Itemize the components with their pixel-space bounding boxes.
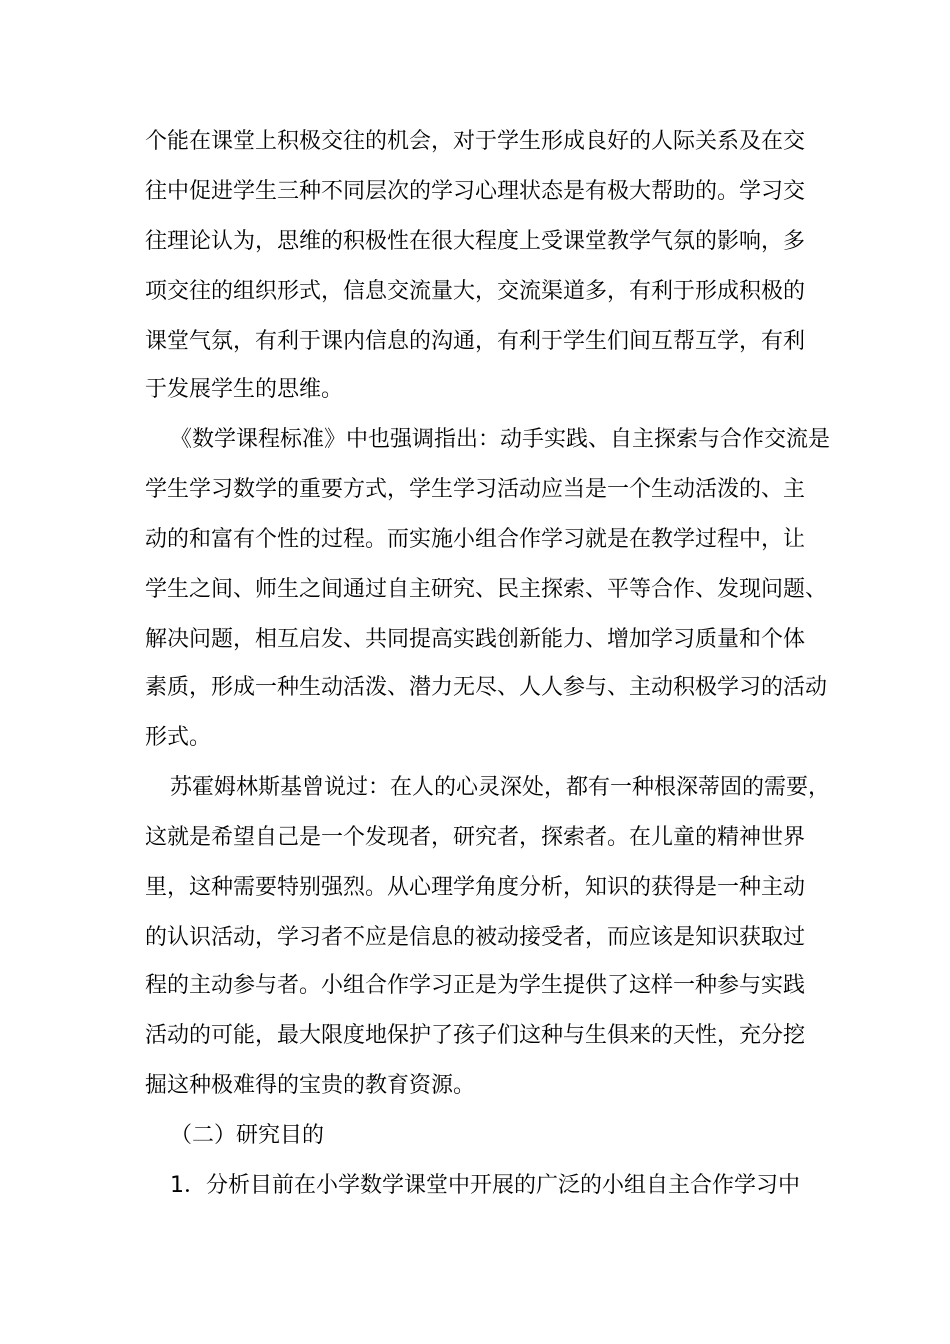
paragraph-1-line-1: 个能在课堂上积极交往的机会，对于学生形成良好的人际关系及在交 — [145, 129, 806, 154]
paragraph-3-line-7: 掘这种极难得的宝贵的教育资源。 — [145, 1073, 476, 1098]
list-item-1: 1．分析目前在小学数学课堂中开展的广泛的小组自主合作学习中 — [170, 1173, 800, 1198]
section-heading: （二）研究目的 — [170, 1123, 325, 1148]
paragraph-2-line-5: 解决问题，相互启发、共同提高实践创新能力、增加学习质量和个体 — [145, 627, 806, 652]
paragraph-1-line-2: 往中促进学生三种不同层次的学习心理状态是有极大帮助的。学习交 — [145, 179, 806, 204]
paragraph-3-line-5: 程的主动参与者。小组合作学习正是为学生提供了这样一种参与实践 — [145, 973, 806, 998]
paragraph-1-line-4: 项交往的组织形式，信息交流量大，交流渠道多，有利于形成积极的 — [145, 279, 806, 304]
paragraph-1-line-6: 于发展学生的思维。 — [145, 377, 344, 402]
paragraph-2-line-6: 素质，形成一种生动活泼、潜力无尽、人人参与、主动积极学习的活动 — [145, 675, 828, 700]
paragraph-2-line-3: 动的和富有个性的过程。而实施小组合作学习就是在教学过程中，让 — [145, 527, 806, 552]
paragraph-1-line-3: 往理论认为，思维的积极性在很大程度上受课堂教学气氛的影响，多 — [145, 229, 806, 254]
paragraph-3-line-3: 里，这种需要特别强烈。从心理学角度分析，知识的获得是一种主动 — [145, 875, 806, 900]
paragraph-3-line-6: 活动的可能，最大限度地保护了孩子们这种与生俱来的天性，充分挖 — [145, 1023, 806, 1048]
paragraph-2-line-7: 形式。 — [145, 725, 212, 750]
paragraph-1-line-5: 课堂气氛，有利于课内信息的沟通，有利于学生们间互帮互学，有利 — [145, 329, 806, 354]
paragraph-3-line-1: 苏霍姆林斯基曾说过：在人的心灵深处，都有一种根深蒂固的需要， — [170, 775, 831, 800]
paragraph-3-line-2: 这就是希望自己是一个发现者，研究者，探索者。在儿童的精神世界 — [145, 825, 806, 850]
paragraph-2-line-2: 学生学习数学的重要方式，学生学习活动应当是一个生动活泼的、主 — [145, 477, 806, 502]
paragraph-2-line-4: 学生之间、师生之间通过自主研究、民主探索、平等合作、发现问题、 — [145, 577, 828, 602]
paragraph-3-line-4: 的认识活动，学习者不应是信息的被动接受者，而应该是知识获取过 — [145, 925, 806, 950]
paragraph-2-line-1: 《数学课程标准》中也强调指出：动手实践、自主探索与合作交流是 — [170, 427, 831, 452]
